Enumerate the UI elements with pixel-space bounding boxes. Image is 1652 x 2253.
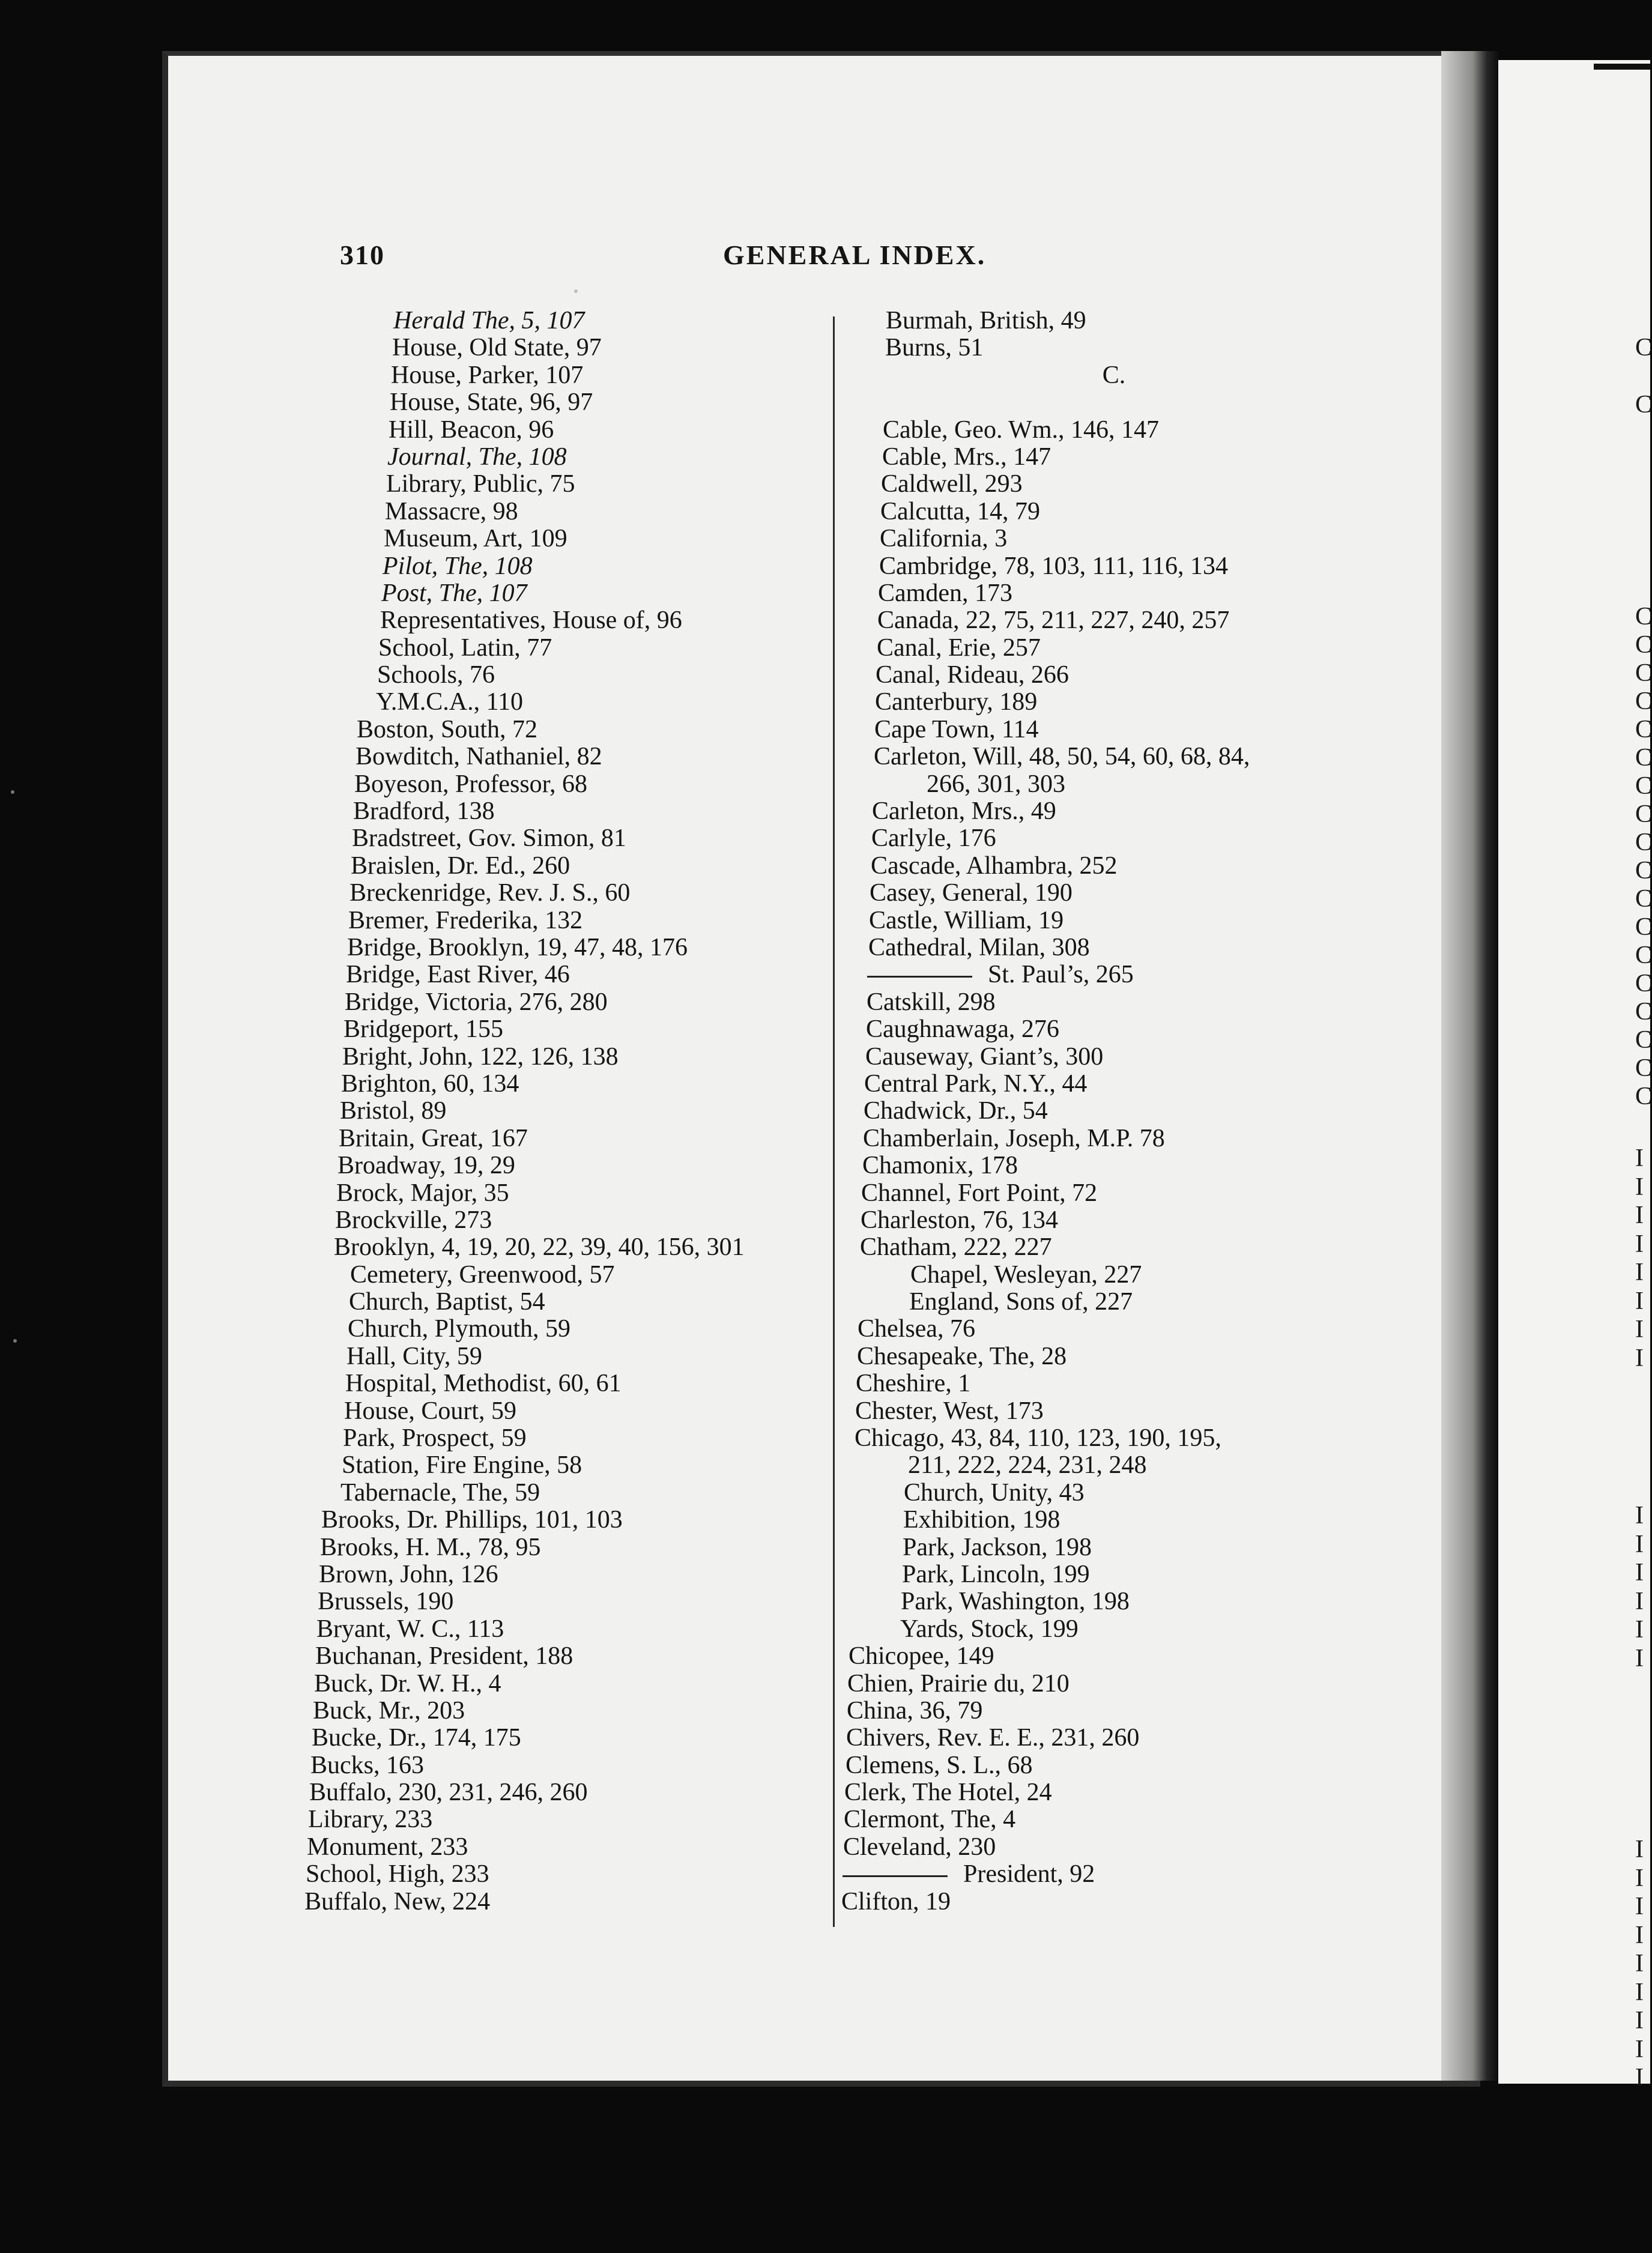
index-entry [303,1071,826,1098]
index-entry-text: School, High, 233 [306,1860,489,1889]
index-entry [303,825,826,852]
facing-page-letter: C [1635,829,1652,856]
facing-page-letter: C [1635,998,1652,1026]
index-entry [850,1507,1378,1534]
index-entry [303,662,826,689]
facing-page-letter: C [1635,716,1652,743]
index-entry [303,743,826,770]
index-entry-text: 211, 222, 224, 231, 248 [908,1451,1147,1480]
index-entry-text: Camden, 173 [878,579,1012,607]
index-entry-text: Boston, South, 72 [357,715,538,743]
index-entry-text: Channel, Fort Point, 72 [861,1179,1098,1207]
index-entry-text: C. [1102,361,1126,389]
index-entry-text: Cleveland, 230 [843,1833,996,1861]
index-entry [843,1861,1378,1888]
index-entry-text: Y.M.C.A., 110 [376,688,524,716]
index-entry [850,1180,1378,1207]
index-entry [303,853,826,880]
index-entry-text: Cable, Geo. Wm., 146, 147 [883,416,1159,444]
index-entry-text: Cable, Mrs., 147 [882,443,1051,471]
facing-page-letter: I [1635,1921,1644,1949]
index-entry-text: Hill, Beacon, 96 [389,416,554,444]
index-entry [303,1561,826,1588]
index-entry-text: Monument, 233 [307,1833,468,1861]
index-entry-text: Church, Baptist, 54 [349,1288,545,1316]
facing-page-letter: I [1635,1230,1644,1258]
index-entry [850,1262,1378,1289]
facing-page-letter: C [1635,631,1652,659]
index-entry-text: Bridge, Victoria, 276, 280 [345,988,608,1016]
facing-page-letter: C [1635,885,1652,913]
index-entry-text: England, Sons of, 227 [909,1288,1133,1316]
index-entry [849,1643,1378,1670]
facing-page-letter: C [1635,659,1652,687]
index-entry-text: Bryant, W. C., 113 [316,1615,504,1643]
index-entry-text: Breckenridge, Rev. J. S., 60 [349,879,631,907]
facing-page-letter: I [1635,1864,1644,1892]
index-entry [850,716,1378,743]
index-entry [303,1262,826,1289]
index-entry-text: Canada, 22, 75, 211, 227, 240, 257 [877,606,1230,635]
index-entry [303,771,826,798]
index-entry-text: 266, 301, 303 [927,770,1065,798]
index-entry-text: Bradford, 138 [353,797,495,826]
index-entry-text: School, Latin, 77 [378,634,552,662]
index-entry-text: Brock, Major, 35 [336,1179,509,1207]
facing-page-letter: C [1635,744,1652,772]
section-letter [850,362,1378,389]
facing-page [1498,60,1650,2084]
index-entry [303,1671,826,1698]
index-entry [303,471,826,498]
index-entry-text: Clermont, The, 4 [844,1806,1016,1834]
index-entry [847,1671,1378,1698]
facing-page-letter: I [1635,1978,1644,2006]
index-entry [850,1207,1378,1234]
index-entry [844,1806,1378,1833]
index-entry [303,1534,826,1561]
index-entry-text: Cascade, Alhambra, 252 [871,851,1118,880]
index-entry [303,417,826,444]
index-entry-text: President, 92 [963,1860,1095,1889]
facing-page-letter: C [1635,1083,1652,1110]
index-entry [303,1289,826,1316]
index-entry-text: Station, Fire Engine, 58 [342,1451,582,1480]
index-entry-text: Cathedral, Milan, 308 [868,933,1090,961]
index-entry [850,1098,1378,1125]
index-entry-text: Cheshire, 1 [856,1370,971,1398]
index-entry [850,1125,1378,1152]
index-entry [303,1125,826,1152]
index-entry-text: Burns, 51 [885,334,984,362]
index-entry-text: Brooklyn, 4, 19, 20, 22, 39, 40, 156, 301 [334,1233,745,1262]
index-entry [303,798,826,825]
index-entry-text: Bridge, East River, 46 [346,961,570,989]
index-entry-text: Bradstreet, Gov. Simon, 81 [352,824,626,853]
index-entry [303,934,826,961]
index-entry [850,580,1378,607]
index-entry [303,1343,826,1370]
index-entry [303,498,826,525]
index-entry-text: Bucks, 163 [310,1751,424,1779]
index-entry [850,1561,1378,1588]
index-entry [850,1370,1378,1397]
index-entry [850,743,1378,770]
index-entry [850,553,1378,580]
index-entry [303,1616,826,1643]
facing-page-letter: C [1635,772,1652,800]
repeat-dash [843,1875,948,1877]
index-entry-text: Buchanan, President, 188 [315,1642,573,1671]
index-entry-text: House, Old State, 97 [392,334,602,362]
index-entry [850,798,1378,825]
column-divider [833,316,835,1927]
index-entry [303,1725,826,1752]
index-entry-text: Clifton, 19 [841,1887,951,1916]
index-entry-text: Church, Plymouth, 59 [348,1315,571,1343]
index-entry-text: Caldwell, 293 [881,470,1023,498]
index-entry-text: Braislen, Dr. Ed., 260 [351,851,570,880]
index-entry-text: Caughnawaga, 276 [866,1015,1059,1044]
index-entry-text: Park, Lincoln, 199 [902,1560,1090,1588]
index-entry-text: Brooks, Dr. Phillips, 101, 103 [321,1506,623,1534]
index-entry [850,989,1378,1016]
facing-page-letter: I [1635,1344,1644,1372]
index-entry [850,471,1378,498]
index-entry [303,1370,826,1397]
index-entry [303,334,826,361]
facing-page-letter: C [1635,603,1652,631]
index-entry [850,1534,1378,1561]
facing-page-letter: C [1635,913,1652,941]
index-entry-text: Bridgeport, 155 [343,1015,503,1044]
index-entry [850,853,1378,880]
index-entry [303,1098,826,1125]
index-entry [303,389,826,416]
index-entry-text: Castle, William, 19 [869,906,1064,934]
index-entry-text: House, Court, 59 [344,1397,516,1425]
index-entry [850,1425,1378,1452]
index-entry [303,635,826,662]
index-entry-text: Burmah, British, 49 [886,307,1086,334]
facing-page-letter: I [1635,1259,1644,1286]
index-entry-text: Canal, Rideau, 266 [876,661,1069,689]
index-entry [850,444,1378,471]
index-entry [303,1752,826,1779]
paper-speck [13,1339,17,1343]
index-entry-text: Church, Unity, 43 [904,1478,1085,1507]
index-entry-text: Bowditch, Nathaniel, 82 [356,743,602,771]
facing-page-letter: C [1635,800,1652,828]
index-entry [850,961,1378,988]
index-entry-text: Yards, Stock, 199 [900,1615,1079,1643]
index-entry [303,1425,826,1452]
index-entry [303,1834,826,1861]
index-entry [303,1861,826,1888]
index-entry [303,989,826,1016]
index-entry [303,1779,826,1806]
facing-page-letter: I [1635,1287,1644,1315]
facing-page-letter: C [1635,334,1652,361]
index-entry-text: Central Park, N.Y., 44 [864,1069,1088,1098]
index-entry-text: Chicago, 43, 84, 110, 123, 190, 195, [855,1424,1221,1453]
index-entry-text: Brockville, 273 [335,1206,492,1234]
index-entry [303,689,826,716]
facing-page-letter: I [1635,1502,1644,1529]
index-entry [850,880,1378,907]
index-entry-text: St. Paul’s, 265 [988,961,1134,989]
index-entry [850,1016,1378,1043]
facing-page-letter: C [1635,857,1652,885]
index-entry [303,961,826,988]
facing-page-letter: I [1635,1316,1644,1343]
index-column-left [303,307,826,1916]
index-entry-text: Tabernacle, The, 59 [340,1478,540,1507]
index-entry [850,1616,1378,1643]
index-entry [850,1398,1378,1425]
index-entry [303,1507,826,1534]
index-entry [303,1207,826,1234]
index-entry-text: Charleston, 76, 134 [861,1206,1058,1234]
index-entry [303,1889,826,1916]
index-entry-text: Chadwick, Dr., 54 [864,1097,1048,1125]
index-entry-text: House, Parker, 107 [391,361,584,389]
index-entry-text: Canterbury, 189 [875,688,1038,716]
index-column-right [841,307,1378,1916]
page-number: 310 [340,240,385,270]
index-entry-text: Causeway, Giant’s, 300 [865,1042,1104,1071]
index-entry [303,1234,826,1261]
index-entry-text: Bright, John, 122, 126, 138 [342,1042,619,1071]
repeat-dash [867,976,972,978]
index-entry [303,1698,826,1725]
index-entry-text: Brown, John, 126 [319,1560,498,1588]
page-title: GENERAL INDEX. [723,240,987,270]
facing-page-letter: C [1635,1026,1652,1054]
index-entry [850,934,1378,961]
index-entry-text: Clerk, The Hotel, 24 [844,1779,1052,1807]
index-entry-text: Chien, Prairie du, 210 [847,1669,1070,1698]
index-entry-text: Broadway, 19, 29 [337,1152,515,1180]
index-entry [303,553,826,580]
index-entry-text: Library, Public, 75 [386,470,575,498]
index-entry-text: Journal, The, 108 [387,443,567,471]
index-entry [850,498,1378,525]
index-entry [303,580,826,607]
index-entry-text: Representatives, House of, 96 [380,606,682,635]
index-entry-text: Boyeson, Professor, 68 [354,770,587,798]
index-entry [844,1779,1378,1806]
index-entry [841,1889,1378,1916]
index-entry [850,417,1378,444]
facing-page-letter: I [1635,1559,1644,1586]
index-entry-text: Massacre, 98 [385,497,518,525]
index-entry-text: Chapel, Wesleyan, 227 [910,1260,1142,1289]
index-entry-text: Cambridge, 78, 103, 111, 116, 134 [879,552,1228,580]
index-entry [850,635,1378,662]
index-entry-text: Herald The, 5, 107 [393,307,585,334]
index-entry [303,1398,826,1425]
index-entry-text: Buck, Mr., 203 [313,1696,465,1725]
index-entry [850,1289,1378,1316]
index-entry [850,771,1378,798]
index-entry-text: Hall, City, 59 [346,1342,482,1370]
facing-page-letter: C [1635,1054,1652,1082]
index-entry [303,307,826,334]
index-entry [303,1180,826,1207]
index-entry-text: House, State, 96, 97 [390,389,593,417]
index-entry-text: California, 3 [880,525,1008,553]
index-entry-text: Chicopee, 149 [849,1642,994,1671]
index-entry-text: Chelsea, 76 [858,1315,975,1343]
facing-page-letter: I [1635,1616,1644,1644]
index-entry [303,1806,826,1833]
index-entry-text: Calcutta, 14, 79 [880,497,1040,525]
index-entry-text: Park, Washington, 198 [901,1588,1130,1616]
index-entry [850,307,1378,334]
paper-speck [11,790,14,794]
index-entry-text: Canal, Erie, 257 [877,634,1041,662]
index-entry [847,1698,1378,1725]
index-entry [303,1316,826,1343]
index-entry-text: Bridge, Brooklyn, 19, 47, 48, 176 [347,933,688,961]
index-entry [850,1588,1378,1615]
index-entry-text: Hospital, Methodist, 60, 61 [345,1370,622,1398]
index-entry [303,607,826,634]
index-entry-text: Bremer, Frederika, 132 [348,906,583,934]
index-entry [850,662,1378,689]
index-entry [303,1044,826,1071]
index-entry [303,880,826,907]
index-entry-text: Chamonix, 178 [862,1152,1018,1180]
index-entry-text: Casey, General, 190 [870,879,1073,907]
index-entry-text: Exhibition, 198 [903,1506,1060,1534]
index-entry-text: Chivers, Rev. E. E., 231, 260 [846,1724,1140,1752]
index-entry [850,1044,1378,1071]
index-entry-text: Brooks, H. M., 78, 95 [320,1533,541,1561]
facing-page-letter: I [1635,1173,1644,1201]
index-entry-text: Catskill, 298 [867,988,996,1016]
index-entry-text: Park, Jackson, 198 [903,1533,1092,1561]
index-entry [850,1234,1378,1261]
index-entry-text: Buffalo, 230, 231, 246, 260 [309,1779,588,1807]
index-entry [303,1480,826,1507]
facing-page-letter: I [1635,1893,1644,1920]
index-entry [850,825,1378,852]
index-entry [303,525,826,552]
index-entry-text: China, 36, 79 [847,1696,983,1725]
index-entry-text: Chamberlain, Joseph, M.P. 78 [863,1124,1165,1152]
index-entry [303,907,826,934]
index-entry [303,1588,826,1615]
index-entry-text: Bucke, Dr., 174, 175 [312,1724,521,1752]
facing-page-letter: I [1635,1644,1644,1672]
facing-page-letter: I [1635,2064,1644,2091]
index-entry-text: Chatham, 222, 227 [860,1233,1052,1262]
index-entry-text: Cemetery, Greenwood, 57 [350,1260,615,1289]
index-entry-text: Chester, West, 173 [855,1397,1044,1425]
facing-page-letter: C [1635,970,1652,997]
index-entry-text: Park, Prospect, 59 [343,1424,527,1453]
index-entry [303,1152,826,1179]
index-entry-text: Chesapeake, The, 28 [857,1342,1067,1370]
facing-page-letter: I [1635,2007,1644,2034]
facing-page-letter: I [1635,1202,1644,1229]
index-entry-text: Cape Town, 114 [874,715,1039,743]
index-entry-text: Pilot, The, 108 [383,552,533,580]
index-entry [850,525,1378,552]
index-entry-text: Carlyle, 176 [871,824,996,853]
index-entry [850,1480,1378,1507]
index-entry-text: Post, The, 107 [381,579,527,607]
facing-page-letter: I [1635,1950,1644,1977]
index-entry [850,1343,1378,1370]
facing-page-letter: I [1635,2035,1644,2063]
index-entry [303,444,826,471]
index-entry [850,1152,1378,1179]
index-entry-text: Bristol, 89 [340,1097,447,1125]
index-entry [850,689,1378,716]
index-entry [303,362,826,389]
index-entry [846,1725,1378,1752]
index-entry-text: Carleton, Mrs., 49 [872,797,1056,826]
book-gutter [1441,51,1498,2081]
index-entry [303,1016,826,1043]
index-entry [303,1643,826,1670]
index-entry-text: Buffalo, New, 224 [304,1887,491,1916]
index-entry-text: Buck, Dr. W. H., 4 [314,1669,501,1698]
facing-page-letter: C [1635,688,1652,715]
index-entry [843,1834,1378,1861]
index-entry-text: Clemens, S. L., 68 [846,1751,1033,1779]
index-entry [850,389,1378,416]
paper-speck [574,289,578,293]
facing-page-letter: I [1635,1530,1644,1558]
index-entry [850,334,1378,361]
index-entry-text: Britain, Great, 167 [339,1124,528,1152]
facing-page-rule [1594,64,1650,70]
facing-page-letter: I [1635,1145,1644,1172]
index-entry [850,907,1378,934]
facing-page-letter: C [1635,391,1652,419]
index-entry [303,1452,826,1479]
index-entry [850,1316,1378,1343]
index-entry [303,716,826,743]
index-entry [850,1452,1378,1479]
facing-page-letter: I [1635,1836,1644,1863]
index-entry [846,1752,1378,1779]
index-entry [850,607,1378,634]
facing-page-letter: C [1635,942,1652,969]
index-entry-text: Library, 233 [308,1806,433,1834]
facing-page-letter: I [1635,1587,1644,1615]
index-entry-text: Brussels, 190 [318,1588,454,1616]
index-entry [850,1071,1378,1098]
index-entry-text: Schools, 76 [377,661,495,689]
index-entry-text: Carleton, Will, 48, 50, 54, 60, 68, 84, [874,743,1250,771]
index-entry-text: Museum, Art, 109 [384,525,567,553]
index-entry-text: Brighton, 60, 134 [341,1069,519,1098]
